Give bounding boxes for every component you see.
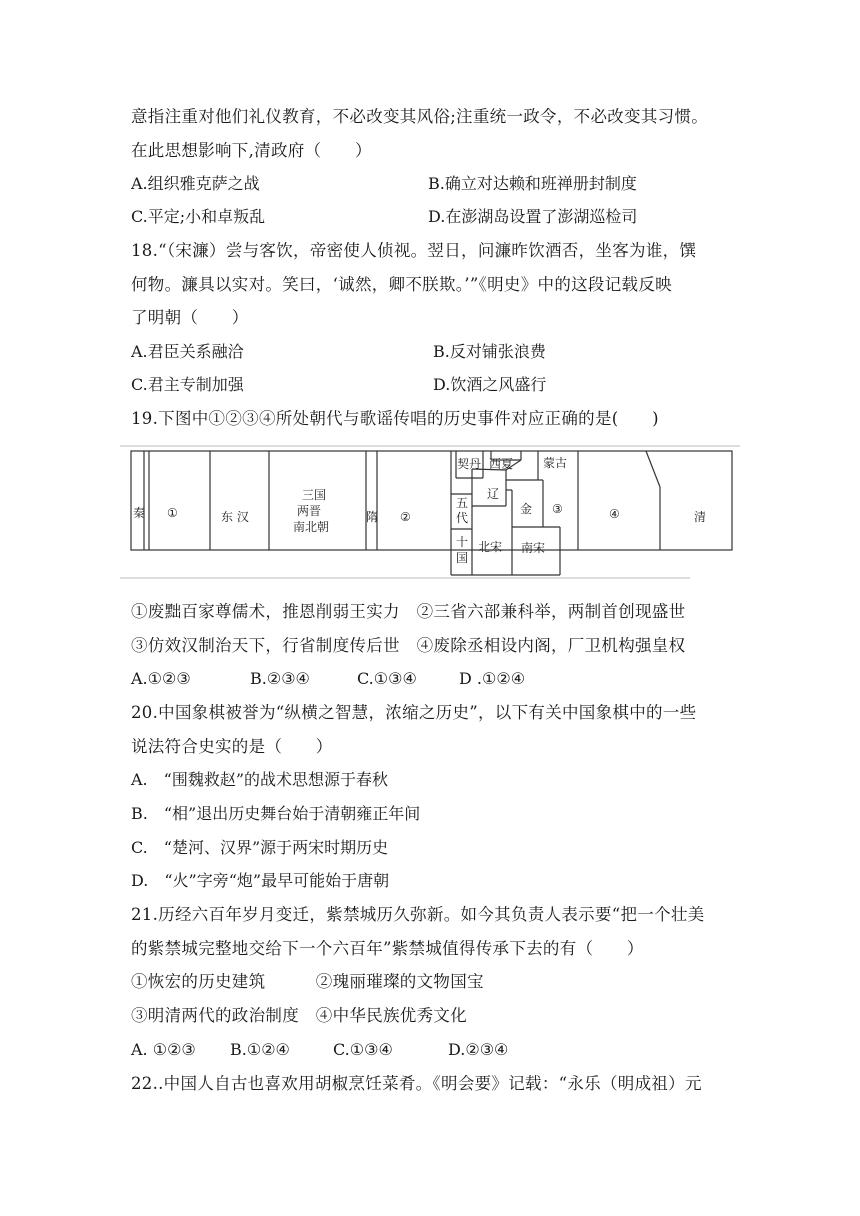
q17-stem-line2: 在此思想影响下,清政府（ ）	[131, 141, 372, 160]
q21-stem-line2: 的紫禁城完整地交给下一个六百年”紫禁城值得传承下去的有（ ）	[131, 939, 644, 958]
q19-items-line2: ③仿效汉制治天下，行省制度传后世 ④废除丞相设内阁，厂卫机构强皇权	[131, 636, 686, 655]
q18-option-b: B.反对铺张浪费	[433, 342, 546, 361]
q19-stem: 19.下图中①②③④所处朝代与歌谣传唱的历史事件对应正确的是( )	[131, 409, 659, 428]
q21-items-line2: ③明清两代的政治制度 ④中华民族优秀文化	[131, 1006, 467, 1025]
q21-option-a: A. ①②③	[131, 1040, 196, 1059]
q19-option-d: D .①②④	[459, 669, 526, 688]
q21-option-c: C.①③④	[333, 1040, 393, 1059]
q21-option-d: D.②③④	[448, 1040, 509, 1059]
q20-option-a: A. “围魏救赵”的战术思想源于春秋	[131, 770, 389, 789]
q17-option-c: C.平定;小和卓叛乱	[131, 207, 266, 226]
q17-stem-line1: 意指注重对他们礼仪教育，不必改变其风俗;注重统一政令，不必改变其习惯。	[131, 107, 709, 126]
q18-stem-line1: 18.“（宋濂）尝与客饮，帝密使人侦视。翌日，问濂昨饮酒否，坐客为谁，馔	[131, 241, 697, 260]
q17-option-a: A.组织雅克萨之战	[131, 174, 260, 193]
timeline-marker-4: ④	[609, 507, 620, 521]
timeline-qidan: 契丹	[457, 457, 482, 471]
dynasty-timeline-diagram	[120, 443, 740, 583]
timeline-guo: 国	[456, 551, 469, 565]
q19-option-c: C.①③④	[357, 669, 417, 688]
timeline-sui: 隋	[366, 510, 379, 524]
q18-option-a: A.君臣关系融洽	[131, 342, 244, 361]
timeline-wu: 五	[456, 496, 469, 510]
q21-items-line1: ①恢宏的历史建筑 ②瑰丽璀璨的文物国宝	[131, 972, 484, 991]
q17-option-d: D.在澎湖岛设置了澎湖巡检司	[428, 207, 638, 226]
timeline-shi: 十	[456, 535, 469, 549]
timeline-liao: 辽	[487, 487, 500, 501]
timeline-qin: 秦	[133, 506, 146, 520]
q20-stem-line1: 20.中国象棋被誉为“纵横之智慧，浓缩之历史”，以下有关中国象棋中的一些	[131, 703, 697, 722]
timeline-dong-han: 东 汉	[221, 510, 249, 524]
timeline-liangjin: 两晋	[297, 504, 322, 518]
timeline-dai: 代	[456, 511, 469, 525]
q22-stem-line1: 22..中国人自古也喜欢用胡椒烹饪菜肴。《明会要》记载：“永乐（明成祖）元	[131, 1074, 702, 1093]
q19-option-b: B.②③④	[250, 669, 310, 688]
q18-option-c: C.君主专制加强	[131, 375, 244, 394]
timeline-nansong: 南宋	[521, 541, 546, 555]
q18-stem-line2: 何物。濂具以实对。笑曰，‘诚然，卿不朕欺。’”《明史》中的这段记载反映	[131, 275, 672, 294]
timeline-marker-1: ①	[167, 506, 178, 520]
q19-option-a: A.①②③	[131, 669, 191, 688]
timeline-marker-3: ③	[552, 502, 563, 516]
timeline-sanguo: 三国	[302, 488, 327, 502]
q21-option-b: B.①②④	[230, 1040, 290, 1059]
q19-items-line1: ①废黜百家尊儒术，推恩削弱王实力 ②三省六部兼科举，两制首创现盛世	[131, 602, 686, 621]
timeline-menggu: 蒙古	[543, 456, 568, 470]
q21-stem-line1: 21.历经六百年岁月变迁，紫禁城历久弥新。如今其负责人表示要“把一个壮美	[131, 905, 705, 924]
q20-stem-line2: 说法符合史实的是（ ）	[131, 737, 333, 756]
q18-stem-line3: 了明朝（ ）	[131, 308, 249, 327]
timeline-qing: 清	[694, 510, 707, 524]
timeline-jin: 金	[520, 502, 533, 516]
timeline-beisong: 北宋	[478, 540, 503, 554]
timeline-nanbeichao: 南北朝	[293, 520, 330, 534]
q20-option-b: B. “相”退出历史舞台始于清朝雍正年间	[131, 804, 421, 823]
q18-option-d: D.饮酒之风盛行	[433, 375, 547, 394]
q20-option-d: D. “火”字旁“炮”最早可能始于唐朝	[131, 871, 390, 890]
q17-option-b: B.确立对达赖和班禅册封制度	[428, 174, 637, 193]
q20-option-c: C. “楚河、汉界”源于两宋时期历史	[131, 838, 389, 857]
timeline-marker-2: ②	[400, 510, 411, 524]
timeline-xixia: 西夏	[489, 457, 514, 471]
